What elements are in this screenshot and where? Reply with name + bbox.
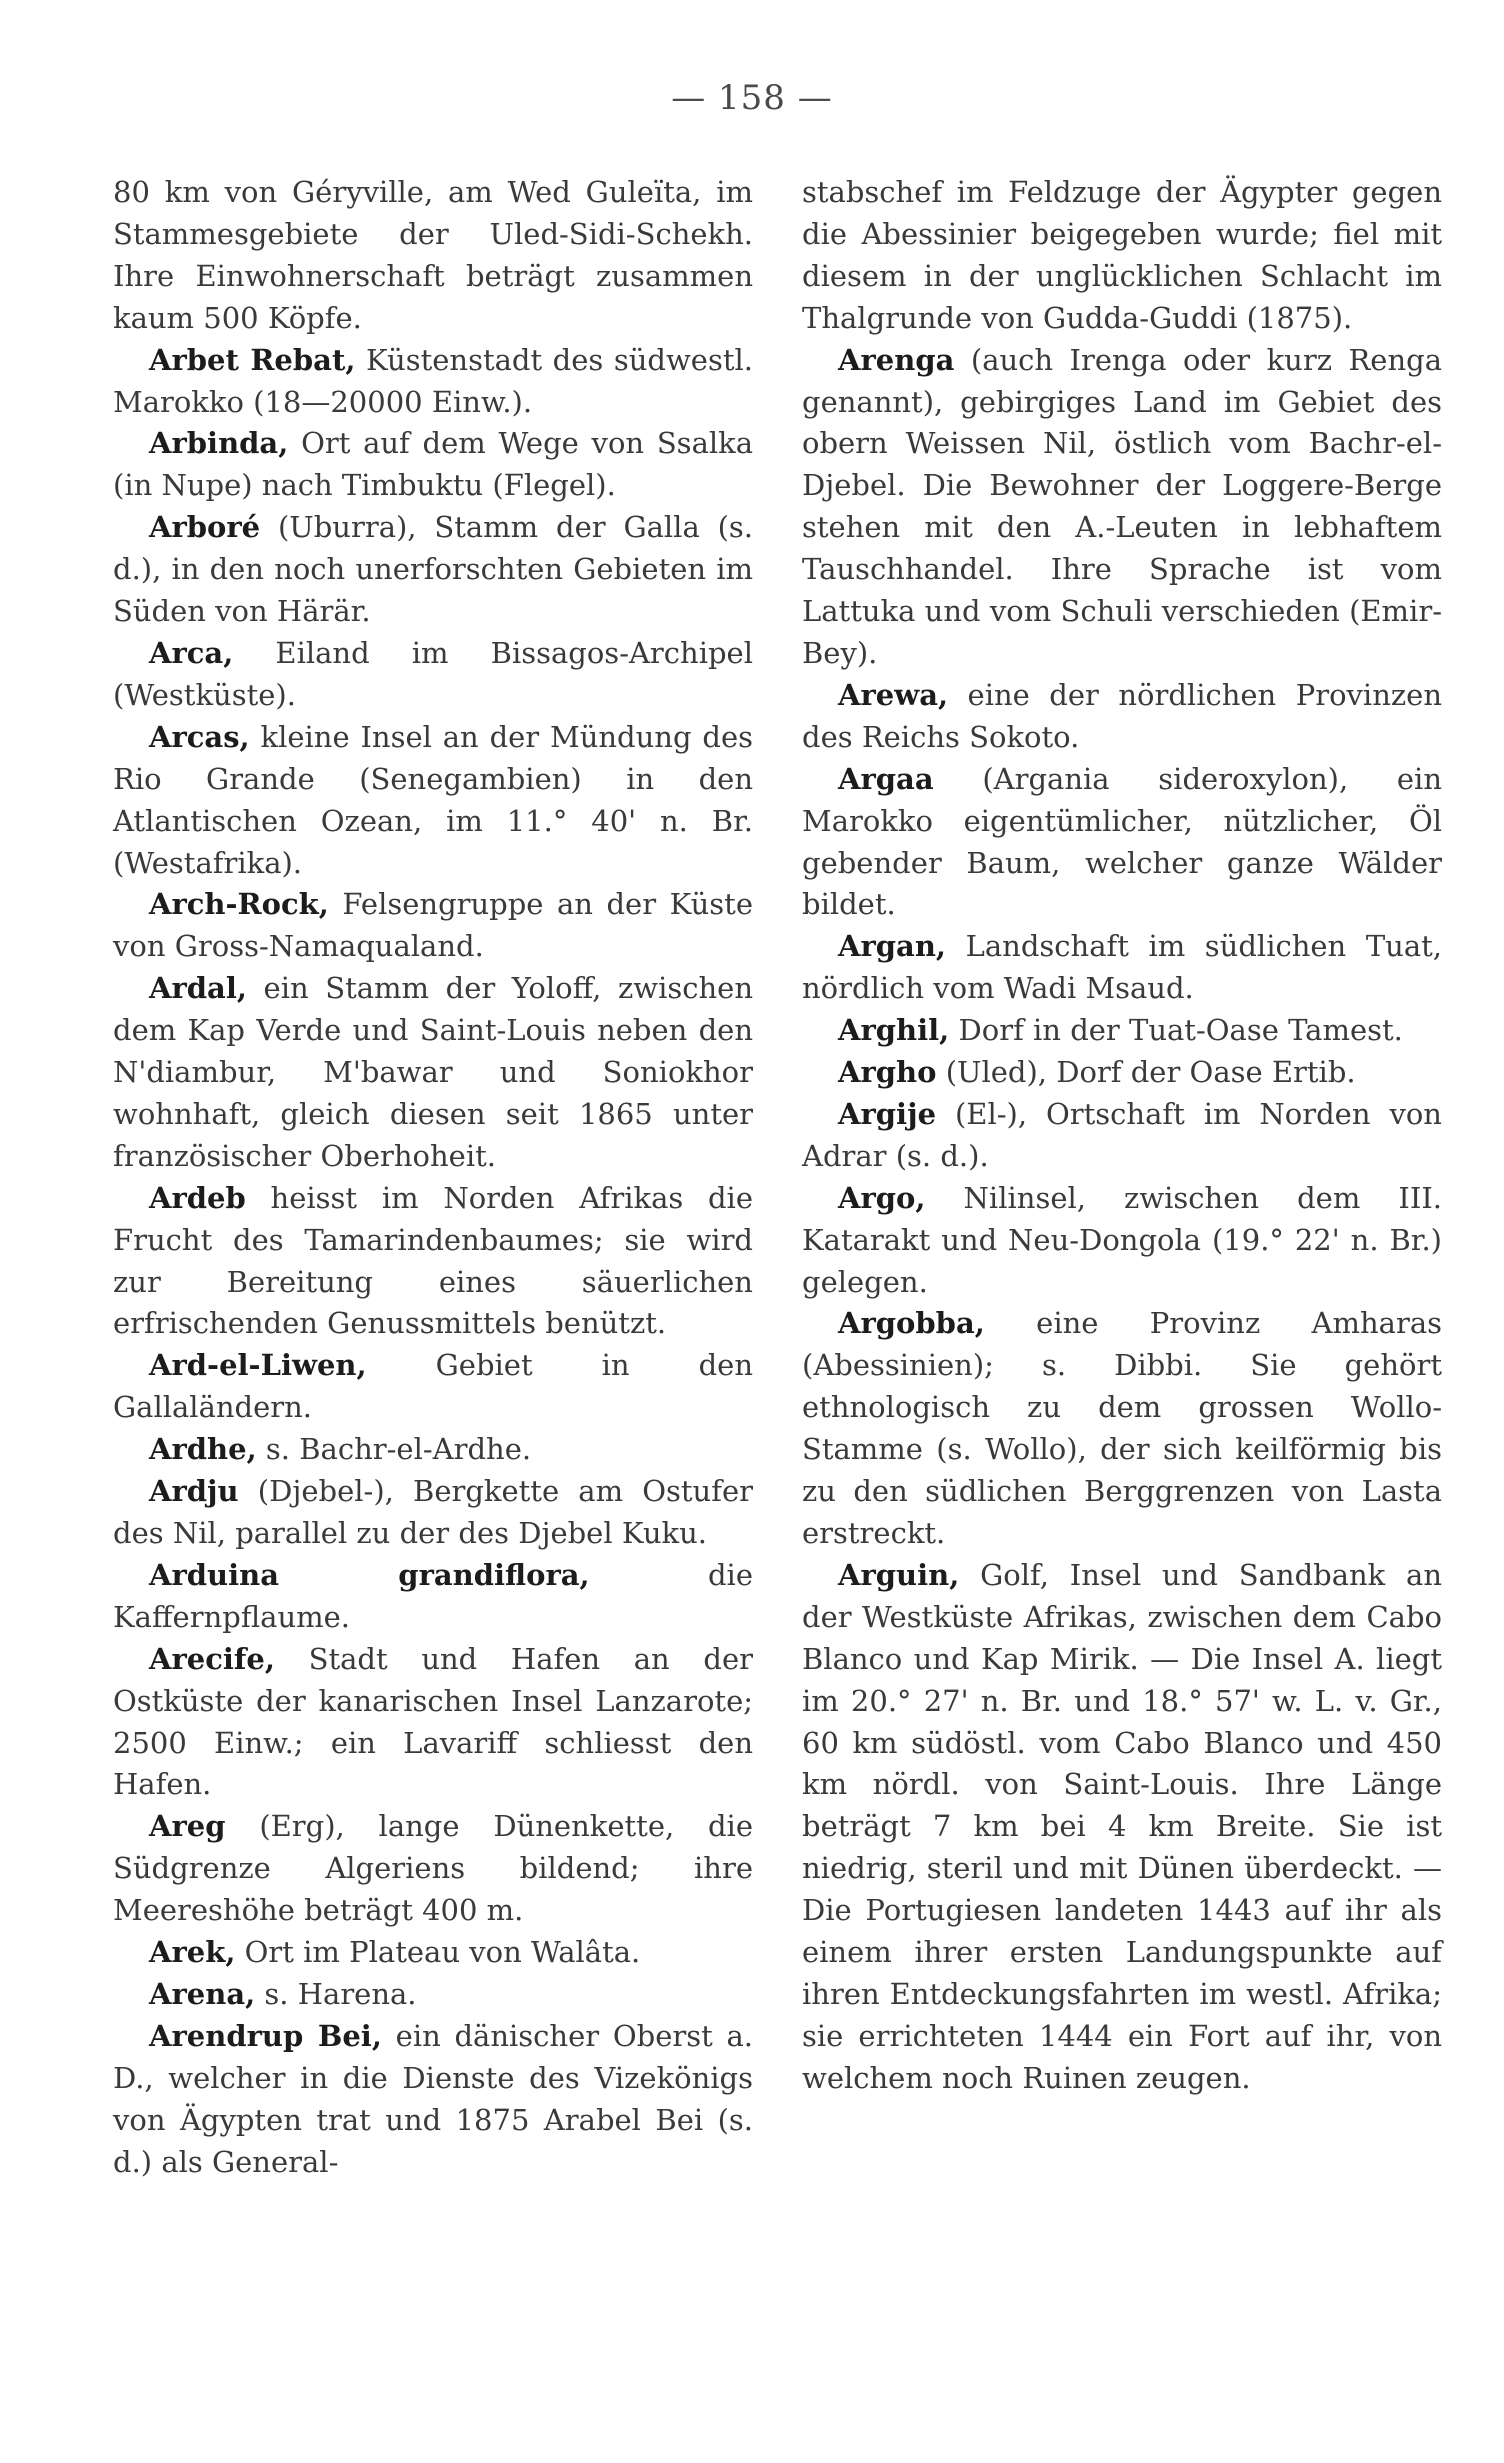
- entry-text: (Argania sideroxylon), ein Marokko eigentümlicher, nützlicher, Öl gebender Baum, welcher ganze Wälder bildet.: [802, 761, 1442, 922]
- left-column: [113, 172, 753, 2184]
- entry-text: 80 km von Géryville, am Wed Guleïta, im Stammesgebiete der Uled-Sidi-Schekh. Ihre Einwohnerschaft beträgt zusammen kaum 500 Köpfe.: [113, 175, 753, 335]
- entry-headword: Arcas,: [149, 719, 250, 754]
- entry: [113, 2016, 753, 2184]
- entry: [113, 1471, 753, 1555]
- entry-text: die Kaffernpflaume.: [113, 1557, 753, 1634]
- entry: [802, 1555, 1442, 2100]
- entry: [113, 1639, 753, 1807]
- entry-text: (Djebel-), Bergkette am Ostufer des Nil, parallel zu der des Djebel Kuku.: [113, 1474, 753, 1550]
- entry-headword: Arghil,: [838, 1013, 950, 1048]
- entry-headword: Arenga: [838, 342, 955, 377]
- entry-headword: Arena,: [149, 1976, 256, 2011]
- entry: [113, 1932, 753, 1974]
- entry-text: Ort auf dem Wege von Ssalka (in Nupe) nach Timbuktu (Flegel).: [113, 426, 753, 503]
- entry-text: (auch Irenga oder kurz Renga genannt), gebirgiges Land im Gebiet des obern Weissen Nil, östlich vom Bachr-el-Djebel. Die Bewohner der Loggere-Berge stehen mit den A.-Leuten in lebhaftem Tauschhandel. Ihre Sprache ist vom Lattuka und vom Schuli verschieden (Emir-Bey).: [802, 342, 1442, 670]
- entry-headword: Ardeb: [149, 1180, 246, 1215]
- entry: [802, 1303, 1442, 1554]
- page-number: — 158 —: [671, 78, 833, 118]
- entry: [113, 633, 753, 717]
- entry-text: ein dänischer Oberst a. D., welcher in die Dienste des Vizekönigs von Ägypten trat und 1875 Arabel Bei (s. d.) als General-: [113, 2018, 753, 2179]
- entry: [802, 1052, 1442, 1094]
- entry-headword: Ardju: [149, 1474, 239, 1509]
- entry-headword: Arecife,: [149, 1641, 275, 1676]
- entry-text: s. Bachr-el-Ardhe.: [256, 1432, 532, 1467]
- entry-text: Küstenstadt des südwestl. Marokko (18—20000 Einw.).: [113, 342, 753, 419]
- entry: [113, 884, 753, 968]
- entry-text: Ort im Plateau von Walâta.: [235, 1935, 641, 1970]
- entry-text: ein Stamm der Yoloff, zwischen dem Kap Verde und Saint-Louis neben den N'diambur, M'bawar und Soniokhor wohnhaft, gleich diesen seit 1865 unter französischer Oberhoheit.: [113, 971, 753, 1173]
- entry-text: (Uled), Dorf der Oase Ertib.: [936, 1055, 1356, 1090]
- entry: [113, 1429, 753, 1471]
- entry-headword: Ardhe,: [149, 1432, 257, 1467]
- entry-headword: Argobba,: [838, 1306, 985, 1341]
- entry-headword: Argije: [838, 1096, 937, 1131]
- entry-text: Stadt und Hafen an der Ostküste der kanarischen Insel Lanzarote; 2500 Einw.; ein Lavariff schliesst den Hafen.: [113, 1641, 753, 1802]
- entry: [802, 1010, 1442, 1052]
- entry: [802, 172, 1442, 340]
- entry-headword: Arbinda,: [149, 426, 289, 461]
- entry-text: eine der nördlichen Provinzen des Reichs Sokoto.: [802, 677, 1442, 754]
- entry-headword: Arek,: [149, 1935, 236, 1970]
- entry-headword: Arboré: [149, 510, 261, 545]
- entry-text: s. Harena.: [255, 1976, 417, 2011]
- entry: [113, 507, 753, 633]
- entry: [113, 172, 753, 340]
- entry: [113, 1345, 753, 1429]
- entry-text: (Uburra), Stamm der Galla (s. d.), in den noch unerforschten Gebieten im Süden von Härär.: [113, 510, 753, 629]
- entry-text: Landschaft im südlichen Tuat, nördlich vom Wadi Msaud.: [802, 929, 1442, 1006]
- entry-text: Golf, Insel und Sandbank an der Westküste Afrikas, zwischen dem Cabo Blanco und Kap Mirik. — Die Insel A. liegt im 20.° 27' n. Br. und 18.° 57' w. L. v. Gr., 60 km südöstl. vom Cabo Blanco und 450 km nördl. von Saint-Louis. Ihre Länge beträgt 7 km bei 4 km Breite. Sie ist niedrig, steril und mit Dünen überdeckt. — Die Portugiesen landeten 1443 auf ihr als einem ihrer ersten Landungspunkte auf ihren Entdeckungsfahrten im westl. Afrika; sie errichteten 1444 ein Fort auf ihr, von welchem noch Ruinen zeugen.: [802, 1557, 1442, 2095]
- entry-text: eine Provinz Amharas (Abessinien); s. Dibbi. Sie gehört ethnologisch zu dem grossen Wollo-Stamme (s. Wollo), der sich keilförmig bis zu den südlichen Berggrenzen von Lasta erstreckt.: [802, 1306, 1442, 1550]
- entry-headword: Arguin,: [838, 1557, 960, 1592]
- right-column: [802, 172, 1442, 2100]
- entry: [113, 1974, 753, 2016]
- entry: [802, 1094, 1442, 1178]
- entry-text: (Erg), lange Dünenkette, die Südgrenze Algeriens bildend; ihre Meereshöhe beträgt 400 m.: [113, 1809, 753, 1928]
- entry-text: kleine Insel an der Mündung des Rio Grande (Senegambien) in den Atlantischen Ozean, im 11.° 40' n. Br. (Westafrika).: [113, 719, 753, 880]
- entry-text: heisst im Norden Afrikas die Frucht des Tamarindenbaumes; sie wird zur Bereitung eines säuerlichen erfrischenden Genussmittels benützt.: [113, 1180, 753, 1341]
- entry-headword: Ardal,: [149, 971, 247, 1006]
- entry-headword: Argaa: [838, 761, 934, 796]
- entry: [113, 1178, 753, 1346]
- entry-text: stabschef im Feldzuge der Ägypter gegen die Abessinier beigegeben wurde; fiel mit diesem in der unglücklichen Schlacht im Thalgrunde von Gudda-Guddi (1875).: [802, 175, 1442, 335]
- entry-headword: Argo,: [838, 1180, 926, 1215]
- entry-headword: Arch-Rock,: [149, 887, 329, 922]
- entry: [113, 423, 753, 507]
- entry: [802, 1178, 1442, 1304]
- entry-text: (El-), Ortschaft im Norden von Adrar (s. d.).: [802, 1096, 1442, 1173]
- entry-headword: Arduina grandiflora,: [149, 1557, 590, 1592]
- entry-headword: Arewa,: [838, 677, 949, 712]
- entry-headword: Arca,: [149, 635, 234, 670]
- entry: [113, 968, 753, 1178]
- entry-headword: Argho: [838, 1055, 937, 1090]
- entry: [113, 1806, 753, 1932]
- entry: [113, 717, 753, 885]
- entry: [802, 759, 1442, 927]
- entry-headword: Ard-el-Liwen,: [149, 1348, 367, 1383]
- entry-headword: Arendrup Bei,: [149, 2018, 382, 2053]
- entry: [802, 926, 1442, 1010]
- entry-text: Felsengruppe an der Küste von Gross-Namaqualand.: [113, 887, 753, 964]
- entry-headword: Argan,: [838, 929, 947, 964]
- entry-headword: Arbet Rebat,: [149, 342, 356, 377]
- entry-text: Eiland im Bissagos-Archipel (Westküste).: [113, 635, 753, 712]
- entry-text: Gebiet in den Gallaländern.: [113, 1348, 753, 1425]
- entry: [113, 340, 753, 424]
- entry-text: Nilinsel, zwischen dem III. Katarakt und Neu-Dongola (19.° 22' n. Br.) gelegen.: [802, 1180, 1442, 1299]
- entry: [802, 340, 1442, 675]
- entry: [802, 675, 1442, 759]
- entry-text: Dorf in der Tuat-Oase Tamest.: [949, 1013, 1403, 1048]
- entry-headword: Areg: [149, 1809, 226, 1844]
- entry: [113, 1555, 753, 1639]
